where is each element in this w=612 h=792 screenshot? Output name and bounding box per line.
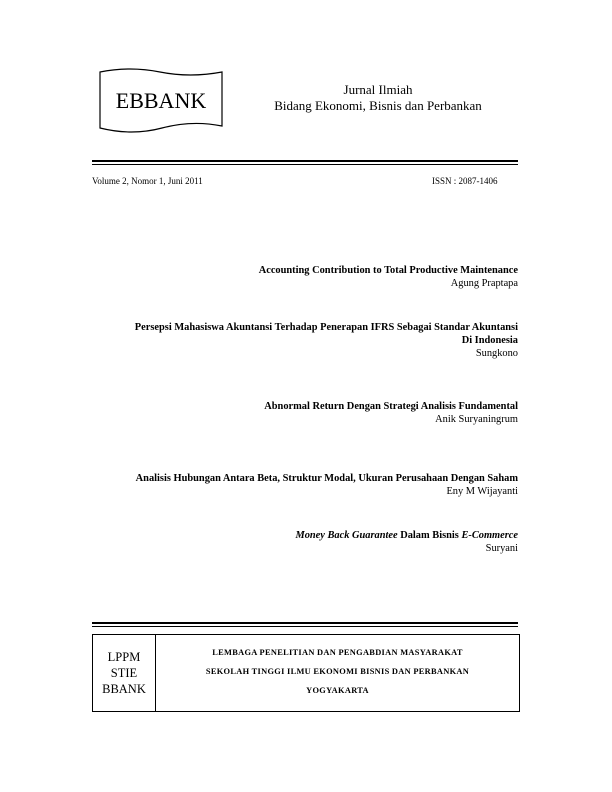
article-title-italic-1: Money Back Guarantee — [295, 530, 398, 541]
article-author: Eny M Wijayanti — [446, 486, 518, 497]
bbank-line: BBANK — [102, 682, 146, 696]
journal-title: Jurnal Ilmiah — [343, 82, 413, 97]
volume-info: Volume 2, Nomor 1, Juni 2011 — [92, 176, 203, 186]
institution-line-1: LEMBAGA PENELITIAN DAN PENGABDIAN MASYARAKAT — [212, 648, 463, 657]
article-1 — [92, 264, 518, 290]
article-author: Sungkono — [475, 348, 518, 359]
article-title: Accounting Contribution to Total Productive Maintenance — [258, 265, 518, 276]
article-title — [92, 529, 518, 542]
article-author: Suryani — [485, 543, 518, 554]
header-rule-thick — [92, 160, 518, 162]
institution-name — [156, 635, 519, 711]
stie-line: STIE — [110, 666, 138, 680]
article-title-mid: Dalam Bisnis — [397, 530, 462, 541]
article-4 — [92, 472, 518, 498]
footer-box — [92, 634, 520, 712]
lppm-label — [93, 635, 156, 711]
issn: ISSN : 2087-1406 — [432, 176, 498, 186]
article-title-italic-2: E-Commerce — [461, 530, 518, 541]
footer-rule-thin — [92, 626, 518, 627]
article-title: Analisis Hubungan Antara Beta, Struktur Modal, Ukuran Perusahaan Dengan Saham — [135, 473, 518, 484]
header-rule-thin — [92, 164, 518, 165]
article-title-line2: Di Indonesia — [461, 335, 518, 346]
article-5 — [92, 529, 518, 555]
footer-rule-thick — [92, 622, 518, 624]
article-title: Abnormal Return Dengan Strategi Analisis Fundamental — [264, 401, 518, 412]
article-author: Anik Suryaningrum — [435, 414, 518, 425]
article-3 — [92, 400, 518, 426]
institution-line-2: SEKOLAH TINGGI ILMU EKONOMI BISNIS DAN PERBANKAN — [205, 667, 470, 676]
journal-subtitle: Bidang Ekonomi, Bisnis dan Perbankan — [274, 98, 482, 113]
article-author: Agung Praptapa — [450, 278, 518, 289]
logo-text: EBBANK — [115, 88, 207, 113]
institution-line-3: YOGYAKARTA — [306, 686, 369, 695]
article-2 — [92, 321, 518, 360]
lppm-line: LPPM — [107, 650, 141, 664]
article-title-line1: Persepsi Mahasiswa Akuntansi Terhadap Penerapan IFRS Sebagai Standar Akuntansi — [134, 322, 518, 333]
